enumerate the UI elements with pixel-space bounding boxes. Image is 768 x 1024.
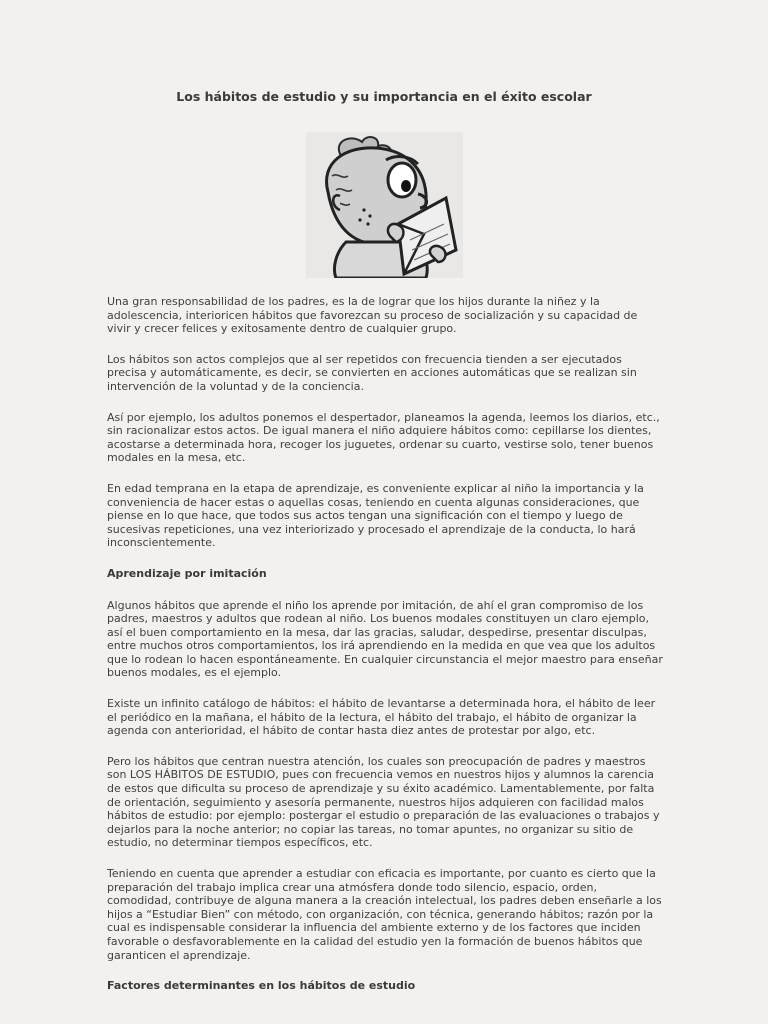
paragraph: Teniendo en cuenta que aprender a estudiar con eficacia es importante, por cuanto es cierto que la preparación del trabajo implica crear una atmósfera donde todo silencio, espacio, orden, comodidad, contribuye de alguna manera a la creación intelectual, los padres deben enseñarle a los hijos a “Estudiar Bien” con método, con organización, con técnica, generando hábitos; razón por la cual es indispensable considerar la influencia del ambiente externo y de los factores que inciden favorable o desfavorablemente en la calidad del estudio yen la formación de buenos hábitos que garanticen el aprendizaje. — [107, 867, 662, 962]
paragraph: Así por ejemplo, los adultos ponemos el despertador, planeamos la agenda, leemos los diarios, etc., sin racionalizar estos actos. De igual manera el niño adquiere hábitos como: cepillarse los dientes, acostarse a determinada hora, recoger los juguetes, ordenar su cuarto, vestirse solo, tener buenos modales en la mesa, etc. — [107, 410, 660, 465]
child-reading-icon — [306, 132, 463, 278]
paragraph: Una gran responsabilidad de los padres, es la de lograr que los hijos durante la niñez y la adolescencia, interioricen hábitos que favorezcan su proceso de socialización y su capacidad de vivir y crecer felices y exitosamente dentro de cualquier grupo. — [107, 295, 638, 336]
article-body — [107, 295, 663, 1011]
child-reading-book-illustration — [306, 132, 463, 278]
paragraph: En edad temprana en la etapa de aprendizaje, es conveniente explicar al niño la importancia y la conveniencia de hacer estas o aquellas cosas, teniendo en cuenta algunas consideraciones, que piense en lo que hace, que todos sus actos tengan una significación con el tiempo y luego de sucesivas repeticiones, una vez interiorizado y procesado el aprendizaje de la conducta, lo hará inconscientemente. — [107, 481, 644, 550]
paragraph: Pero los hábitos que centran nuestra atención, los cuales son preocupación de padres y maestros son LOS HÁBITOS DE ESTUDIO, pues con frecuencia vemos en nuestros hijos y alumnos la carencia de estos que dificulta su proceso de aprendizaje y su éxito académico. Lamentablemente, por falta de orientación, seguimiento y asesoría permanente, nuestros hijos adquieren con facilidad malos hábitos de estudio: por ejemplo: postergar el estudio o preparación de las evaluaciones o trabajos y dejarlos para la noche anterior; no copiar las tareas, no tomar apuntes, no organizar su sitio de estudio, no determinar tiempos específicos, etc. — [107, 754, 660, 850]
section-heading: Factores determinantes en los hábitos de estudio — [107, 979, 416, 993]
paragraph: Existe un infinito catálogo de hábitos: el hábito de levantarse a determinada hora, el hábito de leer el periódico en la mañana, el hábito de la lectura, el hábito del trabajo, el hábito de organizar la agenda con anterioridad, el hábito de contar hasta diez antes de protestar por algo, etc. — [107, 697, 656, 738]
paragraph: Los hábitos son actos complejos que al ser repetidos con frecuencia tienden a ser ejecutados precisa y automáticamente, es decir, se convierten en acciones automáticas que se realizan sin intervención de la voluntad y de la conciencia. — [107, 352, 637, 393]
paragraph: Algunos hábitos que aprende el niño los aprende por imitación, de ahí el gran compromiso de los padres, maestros y adultos que rodean al niño. Los buenos modales constituyen un claro ejemplo, así el buen comportamiento en la mesa, dar las gracias, saludar, despedirse, presentar disculpas, entre muchos otros comportamientos, los irá aprendiendo en la medida en que vea que los adultos que lo rodean lo hacen espontáneamente. En cualquier circunstancia el mejor maestro para enseñar buenos modales, es el ejemplo. — [107, 598, 663, 680]
section-heading: Aprendizaje por imitación — [107, 566, 267, 580]
page-title: Los hábitos de estudio y su importancia en el éxito escolar — [176, 89, 592, 104]
